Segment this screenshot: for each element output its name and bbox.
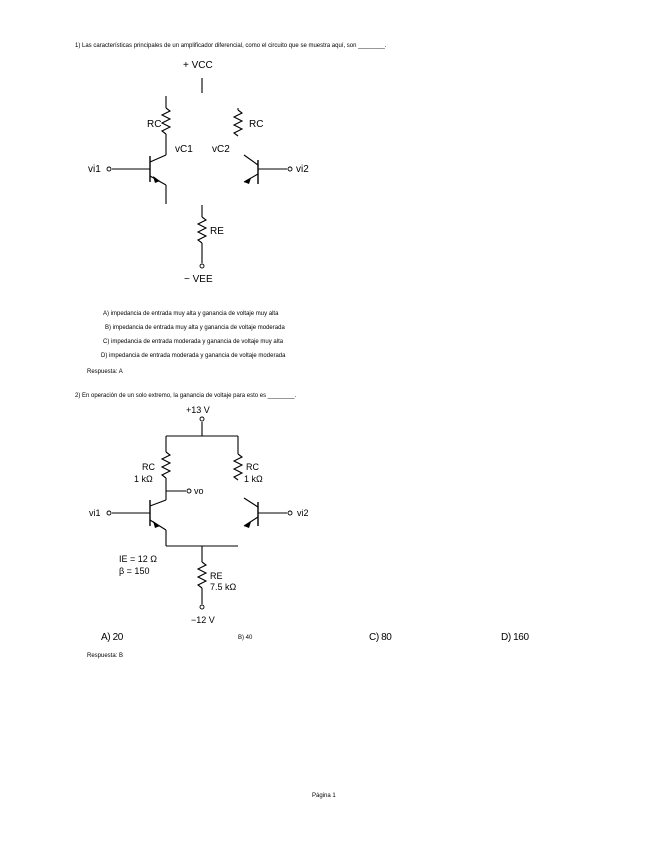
rc-right-resistor-2 xyxy=(234,454,242,480)
rc-right-value-2: 1 kΩ xyxy=(244,474,263,484)
circuit-2 xyxy=(112,422,287,604)
vi2-terminal-1 xyxy=(288,167,292,171)
q2-emitter-2 xyxy=(244,517,258,526)
q1-emitter-arrow-2 xyxy=(153,521,160,528)
rc-right-label-1: RC xyxy=(249,119,264,130)
re-value-2: 7.5 kΩ xyxy=(210,582,237,592)
vi1-label-1: vi1 xyxy=(88,164,101,175)
vcc-label-1: + VCC xyxy=(183,60,213,71)
vcc-label-2: +13 V xyxy=(186,405,210,415)
rc-left-resistor-2 xyxy=(162,452,170,478)
q1-option-d: D) impedancia de entrada moderada y ganancia de voltaje moderada xyxy=(101,353,286,359)
vo-terminal-2 xyxy=(187,489,191,493)
q1-emitter-arrow-1 xyxy=(153,176,160,183)
vo-label-2: vo xyxy=(194,486,204,496)
question-1-text: 1) Las características principales de un amplificador diferencial, como el circuito que se muestra aquí, son ________. xyxy=(75,43,387,49)
re-name-2: RE xyxy=(210,571,223,581)
q2-answer: Respuesta: B xyxy=(87,653,124,659)
vi2-terminal-2 xyxy=(288,511,292,515)
re-resistor-1 xyxy=(198,217,206,243)
q2-option-c: C) 80 xyxy=(369,632,392,643)
q1-option-c: C) impedancia de entrada moderada y ganancia de voltaje muy alta xyxy=(103,339,284,345)
vi2-label-1: vi2 xyxy=(296,164,309,175)
vi1-terminal-2 xyxy=(107,511,111,515)
vi1-label-2: vi1 xyxy=(89,508,101,518)
vc2-label-1: vC2 xyxy=(212,144,230,155)
rc-left-resistor-1 xyxy=(162,108,170,134)
q2-collector-2 xyxy=(244,498,258,507)
q1-option-b: B) impedancia de entrada muy alta y ganancia de voltaje moderada xyxy=(105,325,285,331)
question-2-text: 2) En operación de un solo extremo, la ganancia de voltaje para esto es ________. xyxy=(75,393,297,399)
q2-option-a: A) 20 xyxy=(101,632,123,643)
q2-collector-1 xyxy=(244,155,258,165)
vee-label-1: − VEE xyxy=(184,274,213,285)
q2-option-b: B) 40 xyxy=(238,635,253,641)
re-resistor-2 xyxy=(198,562,206,588)
vc1-label-1: vC1 xyxy=(175,144,193,155)
rc-right-name-2: RC xyxy=(246,462,259,472)
ie-label-2: IE = 12 Ω xyxy=(119,554,157,564)
rc-left-label-1: RC xyxy=(147,119,162,130)
q2-option-d: D) 160 xyxy=(501,632,529,643)
rc-left-name-2: RC xyxy=(142,462,155,472)
q1-collector-1 xyxy=(150,155,166,162)
rc-left-value-2: 1 kΩ xyxy=(134,474,153,484)
vee-terminal-2 xyxy=(200,605,204,609)
page-number: Página 1 xyxy=(312,793,336,799)
vcc-terminal-2 xyxy=(200,417,204,421)
vee-terminal-1 xyxy=(200,264,204,268)
q1-collector-2 xyxy=(150,500,166,506)
re-label-1: RE xyxy=(210,226,224,237)
vi1-terminal-1 xyxy=(107,167,111,171)
rc-right-resistor-1 xyxy=(234,110,242,136)
beta-label-2: β = 150 xyxy=(119,566,150,576)
circuit-1 xyxy=(112,78,287,263)
vee-label-2: −12 V xyxy=(191,615,215,625)
q1-option-a: A) impedancia de entrada muy alta y ganancia de voltaje muy alta xyxy=(103,311,279,317)
q1-answer: Respuesta: A xyxy=(87,369,123,375)
vi2-label-2: vi2 xyxy=(297,508,309,518)
